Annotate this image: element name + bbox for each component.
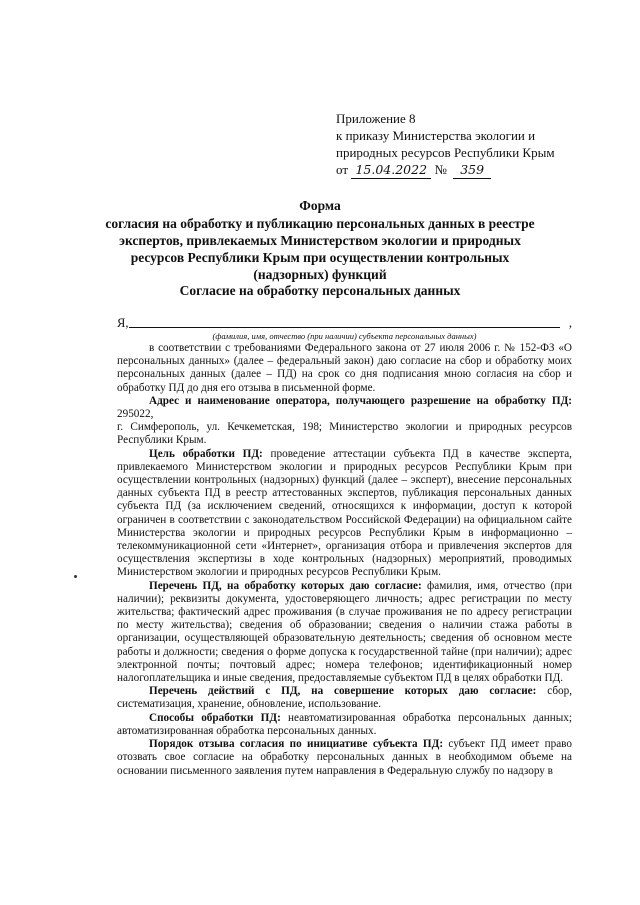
paragraph-purpose: [117, 448, 572, 580]
applicant-prefix: Я,: [117, 316, 129, 330]
paragraph-address: г. Симферополь, ул. Кечкеметская, 198; Министерство экологии и природных ресурсов Республики Крым.: [117, 421, 572, 447]
form-heading: Форма: [299, 198, 341, 213]
purpose-text: проведение аттестации субъекта ПД в качестве эксперта, привлекаемого Министерством экологии и природных ресурсов Республики Крым при осуществлении контрольных (надзорных) функций (далее – эксперт), внесение персональных данных субъекта ПД в реестр аттестованных экспертов, публикация персональных данных субъекта ПД (за исключением сведений, относящихся к информации, доступ к которой ограничен в соответствии с законодательством Российской Федерации) на официальном сайте Министерства экологии и природных ресурсов Республики Крым в информационно – телекоммуникационной сети «Интернет», организация отбора и привлечения экспертов для осуществления экспертизы в ходе контрольных (надзорных) мероприятий, проводимых Министерством экологии и природных ресурсов Республики Крым.: [117, 447, 572, 579]
withdrawal-label: Порядок отзыва согласия по инициативе субъекта ПД:: [149, 738, 444, 751]
paragraph-legal-basis: в соответствии с требованиями Федерального закона от 27 июля 2006 г. № 152-ФЗ «О персональных данных» (далее – федеральный закон) даю согласие на сбор и обработку моих персональных данных (далее – ПД) на срок со дня подписания мною согласия на сбор и обработку ПД до дня его отзыва в письменной форме.: [117, 342, 572, 394]
form-title: согласия на обработку и публикацию персональных данных в реестре экспертов, привлекаемых Министерством экологии и природных ресурсов Республики Крым при осуществлении контрольных (надзорных) функций: [105, 216, 535, 282]
appendix-number: Приложение 8: [336, 111, 416, 126]
data-list-label: Перечень ПД, на обработку которых даю согласие:: [149, 579, 422, 592]
methods-label: Способы обработки ПД:: [149, 711, 281, 724]
applicant-comma: ,: [568, 316, 572, 330]
paragraph-withdrawal: [117, 738, 572, 778]
applicant-caption: (фамилия, имя, отчество (при наличии) субъекта персональных данных): [212, 331, 477, 341]
appendix-order-line: к приказу Министерства экологии и: [336, 128, 536, 143]
purpose-label: Цель обработки ПД:: [149, 447, 263, 460]
paragraph-data-list: [117, 580, 572, 686]
methods-text: неавтоматизированная обработка персональных данных; автоматизированная обработка персональных данных.: [117, 711, 572, 737]
handwritten-date: 15.04.2022: [351, 161, 431, 179]
applicant-name-blank: [129, 327, 560, 328]
withdrawal-text: субъект ПД имеет право отозвать свое согласие на обработку персональных данных в необходимом объеме на основании письменного заявления путем направления в Федеральную службу по надзору в: [117, 738, 572, 777]
number-sign: №: [434, 162, 447, 177]
consent-body: [117, 342, 572, 778]
data-list-text: фамилия, имя, отчество (при наличии); реквизиты документа, удостоверяющего личность; адрес регистрации по месту жительства; фактический адрес проживания (в случае проживания не по адресу регистрации по месту жительства); сведения об образовании; сведения о наличии стажа работы в организации, осуществляющей образовательную деятельность; сведения об основном месте работы и должности; сведения о форме допуска к государственной тайне (при наличии); адрес электронной почты; почтовый адрес; номера телефонов; идентификационный номер налогоплательщика и иные сведения, предоставляемые субъектом ПД в целях обработки ПД.: [117, 579, 572, 685]
paragraph-operator: [117, 395, 572, 421]
actions-text: сбор, систематизация, хранение, обновление, использование.: [117, 685, 572, 711]
appendix-date-line: [336, 161, 596, 179]
handwritten-number: 359: [453, 161, 491, 179]
actions-label: Перечень действий с ПД, на совершение которых даю согласие:: [149, 685, 537, 698]
appendix-ministry-line: природных ресурсов Республики Крым: [336, 145, 555, 160]
operator-postcode: 295022,: [117, 408, 154, 421]
date-prefix: от: [336, 162, 349, 177]
applicant-name-line: [117, 316, 572, 331]
consent-title: Согласие на обработку персональных данных: [179, 283, 461, 298]
paragraph-methods: [117, 712, 572, 738]
appendix-block: [336, 110, 596, 179]
scan-speck: [74, 575, 77, 578]
paragraph-actions: [117, 685, 572, 711]
operator-label: Адрес и наименование оператора, получающего разрешение на обработку ПД:: [149, 394, 572, 407]
